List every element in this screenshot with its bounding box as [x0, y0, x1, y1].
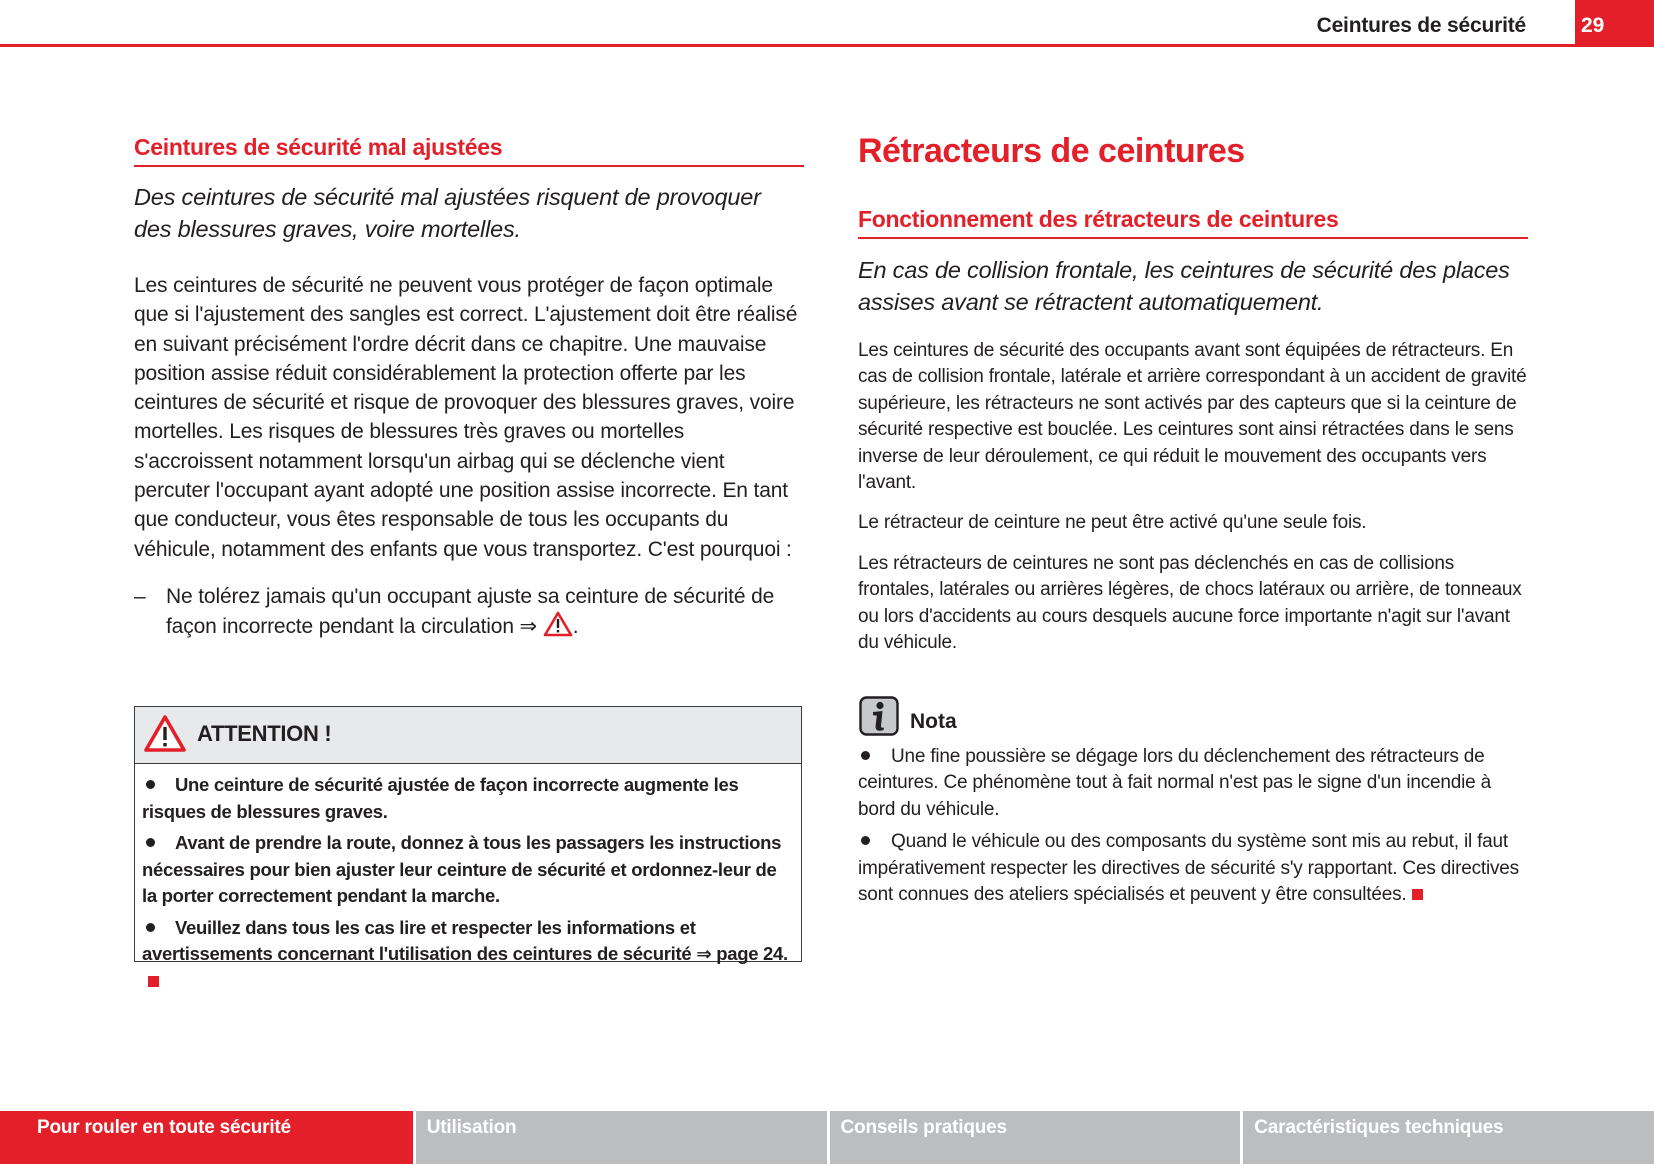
info-icon: [859, 696, 899, 736]
footer-tab-caracteristiques-techniques[interactable]: Caractéristiques techniques: [1243, 1111, 1654, 1164]
left-column: [134, 132, 804, 642]
header-rule: [0, 44, 1575, 47]
section-heading: Fonctionnement des rétracteurs de ceintures: [858, 204, 1528, 239]
body-paragraph: Le rétracteur de ceinture ne peut être activé qu'une seule fois.: [858, 512, 1367, 534]
page-number: 29: [1581, 14, 1605, 37]
section-lead: Des ceintures de sécurité mal ajustées risquent de provoquer des blessures graves, voire mortelles.: [134, 184, 761, 242]
bullet-icon: [146, 923, 155, 932]
end-of-section-marker: [148, 976, 159, 987]
nota-item-text: Une fine poussière se dégage lors du déclenchement des rétracteurs de ceintures. Ce phénomène tout à fait normal n'est pas le signe d'un incendie à bord du véhicule.: [858, 746, 1491, 820]
bullet-icon: [146, 838, 155, 847]
dash-marker: –: [134, 584, 146, 608]
body-paragraph: Les ceintures de sécurité ne peuvent vous protéger de façon optimale que si l'ajustement des sangles est correct. L'ajustement doit être réalisé en suivant précisément l'ordre décrit dans ce chapitre. Une mauvaise position assise réduit considérablement la protection offerte par les ceintures de sécurité et risque de provoquer des blessures graves, voire mortelles. Les risques de blessures très graves ou mortelles s'accroissent notamment lorsqu'un airbag qui se déclenche vient percuter l'occupant ayant adopté une position assise incorrecte. En tant que conducteur, vous êtes responsable de tous les occupants du véhicule, notamment des enfants que vous transportez. C'est pourquoi :: [134, 274, 798, 561]
attention-item: [142, 915, 793, 995]
instruction-suffix: .: [572, 615, 579, 639]
chapter-nav-footer: [0, 1111, 1654, 1164]
instruction-text: Ne tolérez jamais qu'un occupant ajuste sa ceinture de sécurité de façon incorrecte pendant la circulation ⇒: [166, 584, 775, 639]
attention-item-text: Une ceinture de sécurité ajustée de façon incorrecte augmente les risques de blessures graves.: [142, 774, 739, 822]
chapter-title: Rétracteurs de ceintures: [858, 132, 1245, 170]
nota-item: [858, 744, 1528, 823]
footer-tab-securite[interactable]: Pour rouler en toute sécurité: [0, 1111, 413, 1164]
nota-title: Nota: [910, 710, 957, 733]
footer-tab-conseils-pratiques[interactable]: Conseils pratiques: [830, 1111, 1241, 1164]
attention-title: ATTENTION !: [197, 721, 332, 746]
section-heading: Ceintures de sécurité mal ajustées: [134, 132, 804, 167]
body-paragraph: Les ceintures de sécurité des occupants avant sont équipées de rétracteurs. En cas de collision frontale, latérale et arrière correspondant à un accident de gravité supérieure, les rétracteurs ne sont activés par des capteurs que si la ceinture de sécurité respective est bouclée. Les ceintures sont ainsi rétractées dans le sens inverse de leur déroulement, ce qui réduit le mouvement des occupants vers l'avant.: [858, 340, 1527, 494]
warning-triangle-icon: [143, 714, 187, 754]
nota-item: [858, 829, 1528, 908]
nota-item-text: Quand le véhicule ou des composants du système sont mis au rebut, il faut impérativement respecter les directives de sécurité s'y rapportant. Ces directives sont connues des ateliers spécialisés et peuvent y être consultées.: [858, 831, 1519, 906]
attention-list: [135, 764, 801, 994]
attention-item: [142, 772, 793, 825]
warning-triangle-icon[interactable]: [543, 611, 573, 637]
bullet-icon: [146, 780, 155, 789]
section-lead: En cas de collision frontale, les ceintures de sécurité des places assises avant se rétractent automatiquement.: [858, 257, 1510, 315]
attention-item-text: Avant de prendre la route, donnez à tous les passagers les instructions nécessaires pour bien ajuster leur ceinture de sécurité et ordonnez-leur de la porter correctement pendant la marche.: [142, 832, 782, 906]
right-column: [858, 128, 1528, 656]
attention-box: [134, 706, 802, 962]
end-of-section-marker: [1412, 889, 1423, 900]
body-paragraph: Les rétracteurs de ceintures ne sont pas déclenchés en cas de collisions frontales, latérales ou arrières légères, de chocs latéraux ou arrière, de tonneaux ou lors d'accidents au cours desquels aucune force importante n'agit sur l'avant du véhicule.: [858, 552, 1522, 654]
running-header-title: Ceintures de sécurité: [1316, 14, 1526, 37]
footer-tab-utilisation[interactable]: Utilisation: [416, 1111, 827, 1164]
bullet-icon: [861, 836, 870, 845]
attention-header: [135, 707, 801, 764]
attention-item: [142, 830, 793, 910]
nota-box: [858, 694, 1528, 908]
attention-item-text[interactable]: Veuillez dans tous les cas lire et respecter les informations et avertissements concernant l'utilisation des ceintures de sécurité ⇒ page 24.: [142, 916, 788, 964]
instruction-item: [134, 582, 804, 642]
bullet-icon: [861, 751, 870, 760]
nota-header: [858, 694, 1528, 738]
